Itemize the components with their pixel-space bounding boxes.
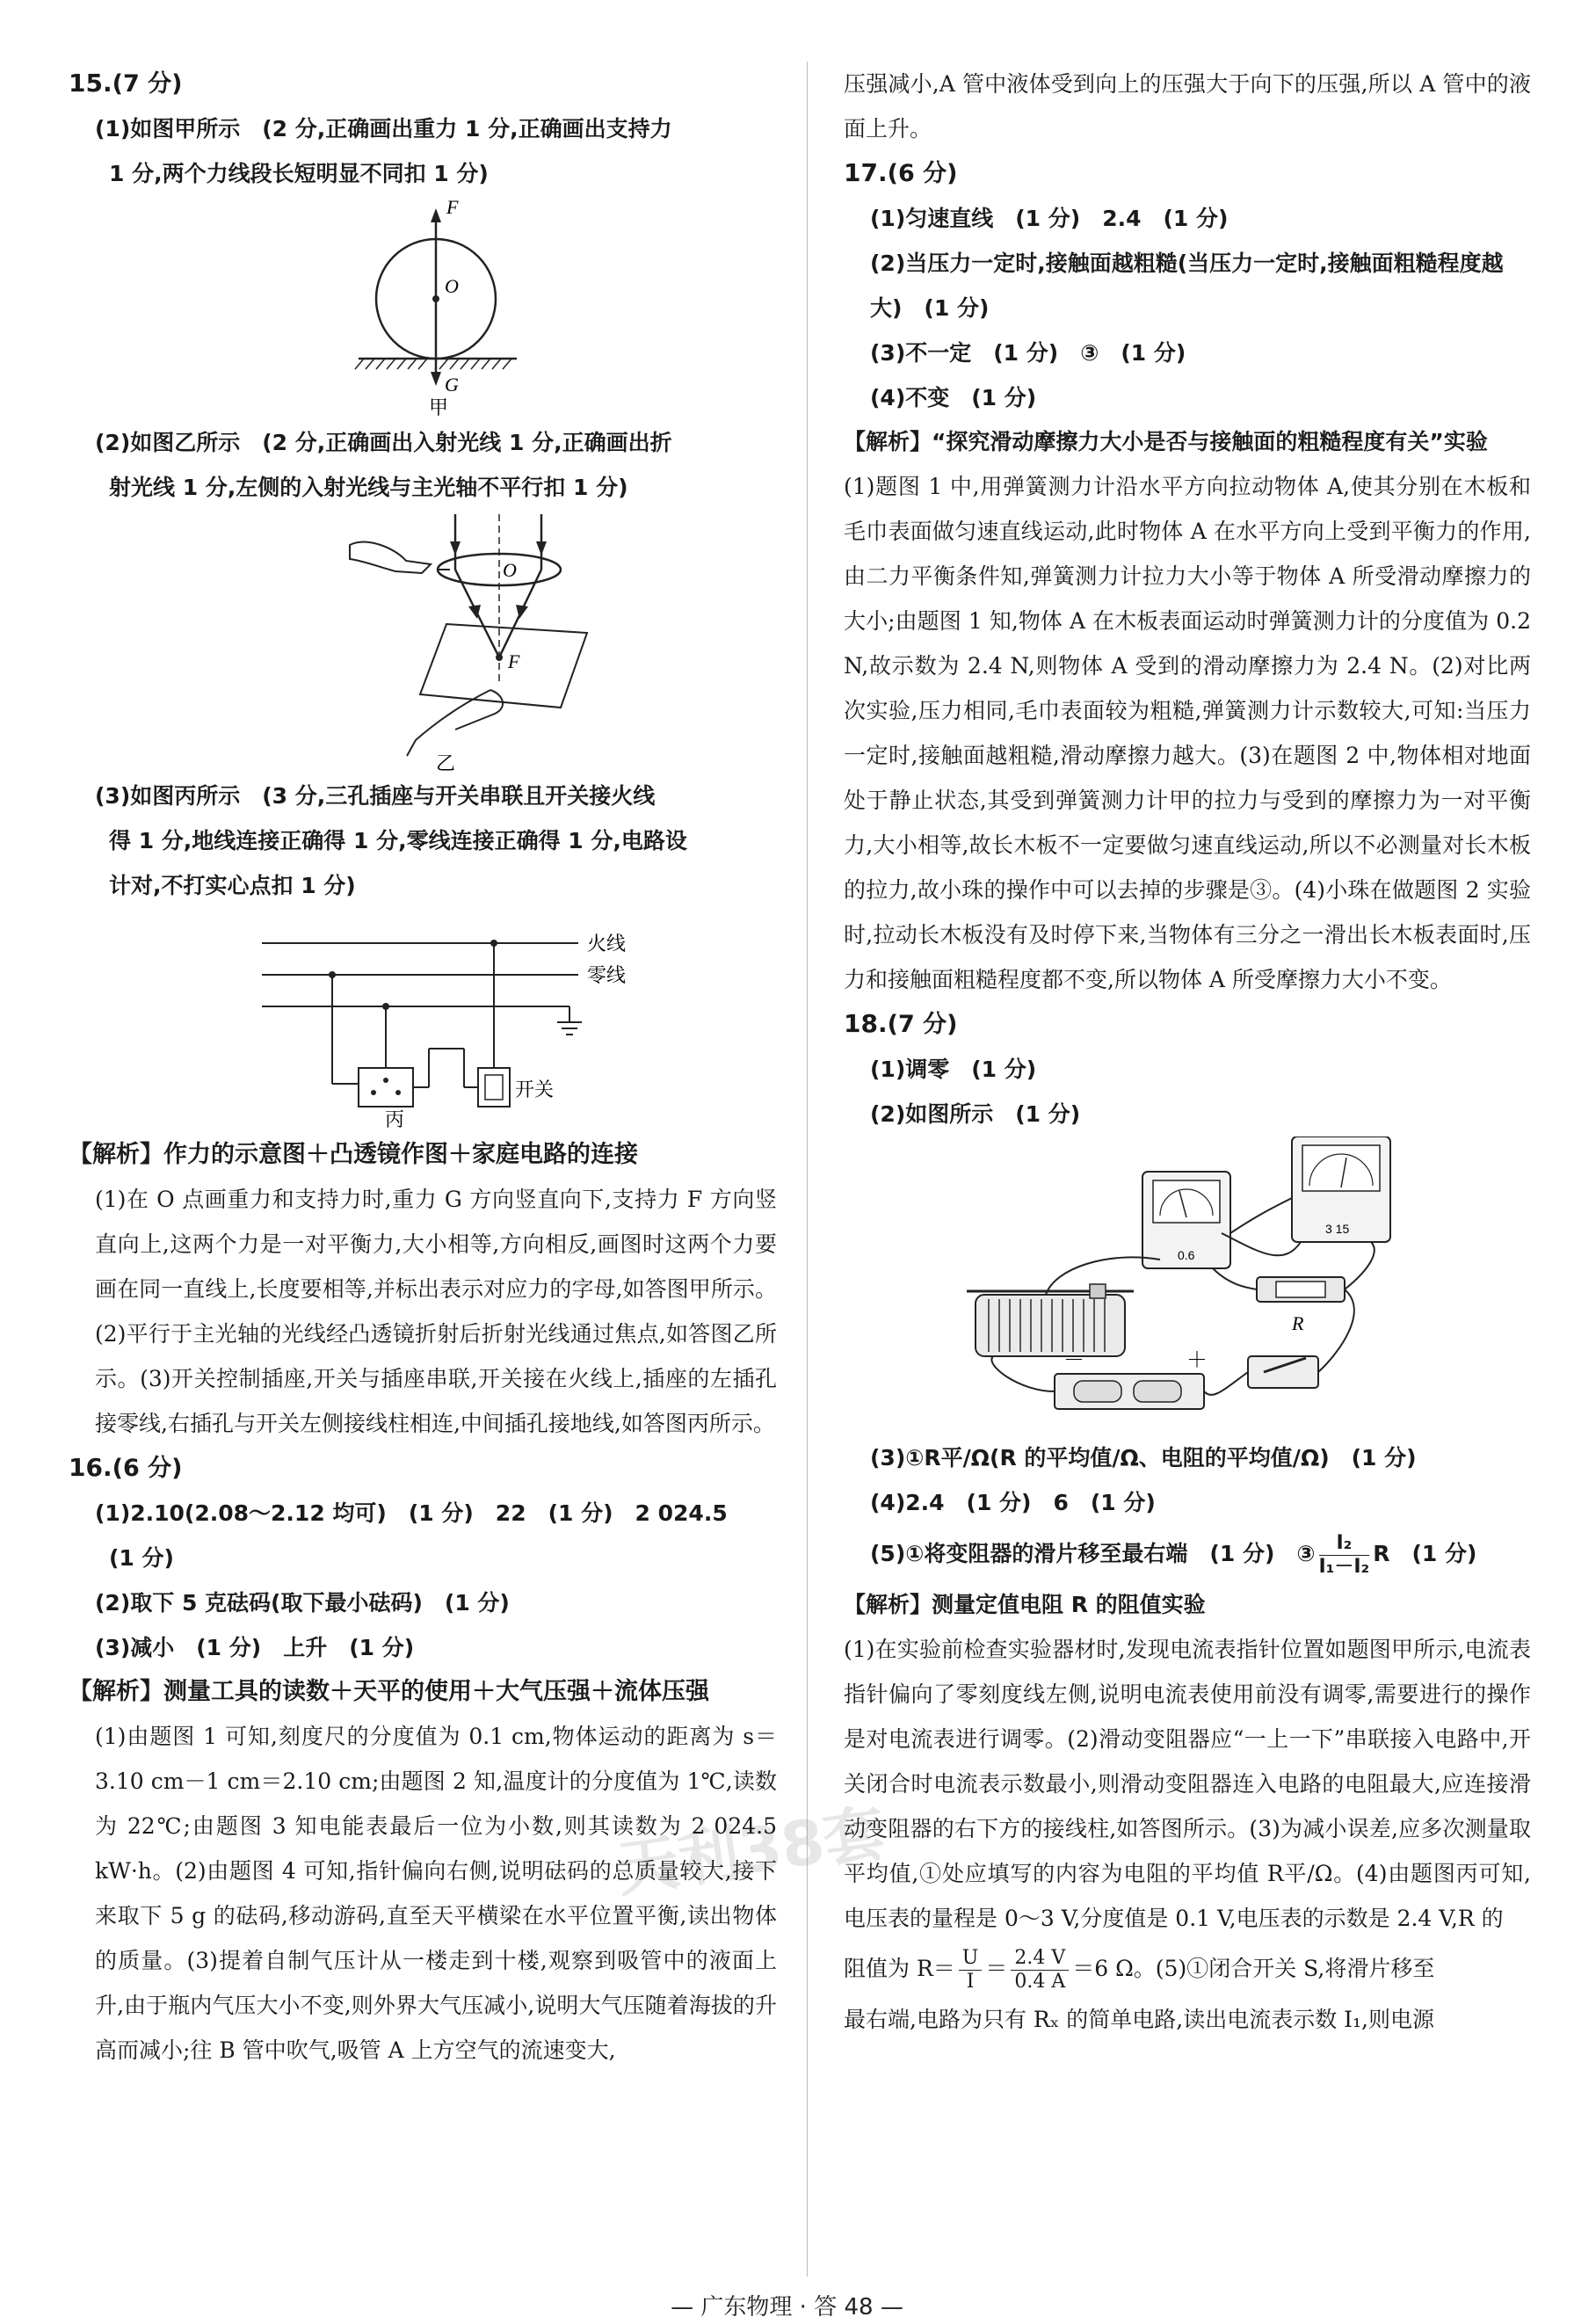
q18-answer4: (4)2.4 (1 分) 6 (1 分)	[870, 1490, 1156, 1515]
point-O-label: O	[445, 275, 459, 297]
q18-header: 18.(7 分)	[844, 1009, 958, 1038]
figure-jia-forces	[69, 196, 777, 420]
figure-circuit-apparatus	[844, 1137, 1531, 1435]
q18-analysis-end: 最右端,电路为只有 Rₓ 的简单电路,读出电流表示数 I₁,则电源	[844, 2007, 1434, 2032]
formula-u-over-i: $\frac{U}{I}$	[959, 1947, 983, 1994]
q15-header: 15.(7 分)	[69, 69, 183, 98]
figure-bing-caption: 丙	[385, 1108, 405, 1128]
force-F-label: F	[446, 196, 459, 218]
q15-part3: (3)如图丙所示 (3 分,三孔插座与开关串联且开关接火线	[95, 783, 656, 809]
q17-answer1: (1)匀速直线 (1 分) 2.4 (1 分)	[870, 206, 1229, 231]
figure-bing-circuit	[69, 908, 777, 1128]
q18-answer3: (3)①R平/Ω(R 的平均值/Ω、电阻的平均值/Ω) (1 分)	[870, 1445, 1417, 1471]
q18-analysis-formula: 阻值为 R＝ $\frac{U}{I}$ ＝ $\frac{2.4 V}{0.4 A}$ ＝6 Ω。(5)①闭合开关 S,将滑片移至	[844, 1947, 1435, 1993]
q16-header: 16.(6 分)	[69, 1453, 183, 1482]
q17-analysis-tag: 【解析】“探究滑动摩擦力大小是否与接触面的粗糙程度有关”实验	[844, 429, 1488, 454]
battery-minus: －	[1063, 1347, 1084, 1372]
figure-yi-caption: 乙	[436, 752, 456, 773]
q17-answer4: (4)不变 (1 分)	[870, 385, 1037, 410]
lens-O-label: O	[503, 559, 517, 581]
battery-plus: ＋	[1186, 1347, 1208, 1372]
switch-label: 开关	[515, 1078, 555, 1100]
q15-part3-cont: 得 1 分,地线连接正确得 1 分,零线连接正确得 1 分,电路设	[109, 828, 687, 853]
neutral-wire-label: 零线	[587, 964, 627, 986]
q15-part2-cont: 射光线 1 分,左侧的入射光线与主光轴不平行扣 1 分)	[109, 475, 628, 500]
left-column	[69, 62, 777, 2073]
q15-part1: (1)如图甲所示 (2 分,正确画出重力 1 分,正确画出支持力	[95, 116, 672, 142]
q18-answer5: (5)①将变阻器的滑片移至最右端 (1 分) ③ $\frac{\text{I₂}}{\text{I₁－I₂}}$ R (1 分)	[870, 1531, 1477, 1578]
q18-analysis-tag: 【解析】测量定值电阻 R 的阻值实验	[844, 1592, 1206, 1617]
q16-answer2: (2)取下 5 克砝码(取下最小砝码) (1 分)	[95, 1590, 510, 1616]
q17-answer2: (2)当压力一定时,接触面越粗糙(当压力一定时,接触面粗糙程度越大) (1 分)	[870, 251, 1504, 321]
q15-part3-cont2: 计对,不打实心点扣 1 分)	[109, 873, 356, 898]
live-wire-label: 火线	[587, 933, 627, 955]
q17-answer3: (3)不一定 (1 分) ③ (1 分)	[870, 340, 1186, 366]
q15-analysis: (1)在 O 点画重力和支持力时,重力 G 方向竖直向下,支持力 F 方向竖直向上,这两个力是一对平衡力,大小相等,方向相反,画图时这两个力要画在同一直线上,长度要相等,并标出表示对应力的字母,如答图甲所示。(2)平行于主光轴的光线经凸透镜折射后折射光线通过焦点,如答图乙所示。(3)开关控制插座,开关与插座串联,开关接在火线上,插座的左插孔接零线,右插孔与开关左侧接线柱相连,中间插孔接地线,如答图丙所示。	[95, 1187, 777, 1436]
resistor-R-label: R	[1292, 1312, 1304, 1334]
q18-answer5-fraction: $\frac{\text{I₂}}{\text{I₁－I₂}}$	[1318, 1531, 1370, 1578]
figure-jia-caption: 甲	[429, 396, 449, 418]
q16-analysis: (1)由题图 1 可知,刻度尺的分度值为 0.1 cm,物体运动的距离为 s＝3.10 cm－1 cm＝2.10 cm;由题图 2 知,温度计的分度值为 1℃,读数为 22℃;由题图 3 知电能表最后一位为小数,则其读数为 2 024.5 kW·h。(2)由题图 4 可知,指针偏向右侧,说明砝码的总质量较大,接下来取下 5 g 的砝码,移动游码,直至天平横梁在水平位置平衡,读出物体的质量。(3)提着自制气压计从一楼走到十楼,观察到吸管中的液面上升,由于瓶内气压大小不变,则外界大气压减小,说明大气压随着海拔的升高而减小;往 B 管中吹气,吸管 A 上方空气的流速变大,	[95, 1724, 777, 2063]
q16-analysis-tag: 【解析】测量工具的读数＋天平的使用＋大气压强＋流体压强	[69, 1678, 709, 1705]
figure-yi-lens	[69, 510, 777, 773]
q17-header: 17.(6 分)	[844, 158, 958, 187]
ammeter-range: 0.6	[1178, 1248, 1195, 1262]
q15-analysis-tag: 【解析】作力的示意图＋凸透镜作图＋家庭电路的连接	[69, 1141, 638, 1168]
column-divider	[807, 62, 808, 2277]
q15-part2: (2)如图乙所示 (2 分,正确画出入射光线 1 分,正确画出折	[95, 430, 672, 455]
q18-answer1: (1)调零 (1 分)	[870, 1057, 1037, 1082]
q18-analysis: (1)在实验前检查实验器材时,发现电流表指针位置如题图甲所示,电流表指针偏向了零刻度线左侧,说明电流表使用前没有调零,需要进行的操作是对电流表进行调零。(2)滑动变阻器应“一上一下”串联接入电路中,开关闭合时电流表示数最小,则滑动变阻器连入电路的电阻最大,应连接滑动变阻器的右下方的接线柱,如答图所示。(3)为减小误差,应多次测量取平均值,①处应填写的内容为电阻的平均值 R平/Ω。(4)由题图丙可知,电压表的量程是 0～3 V,分度值是 0.1 V,电压表的示数是 2.4 V,R 的	[844, 1637, 1531, 1931]
q18-answer2: (2)如图所示 (1 分)	[870, 1101, 1081, 1127]
formula-values: $\frac{2.4 V}{0.4 A}$	[1011, 1947, 1069, 1994]
force-G-label: G	[445, 374, 459, 396]
q16-answer1-cont: (1 分)	[109, 1545, 174, 1571]
watermark: 天利38套	[612, 1796, 890, 1906]
q16-answer3: (3)减小 (1 分) 上升 (1 分)	[95, 1635, 415, 1660]
focus-F-label: F	[508, 650, 520, 672]
voltmeter-range: 3 15	[1325, 1222, 1350, 1236]
q15-part1-cont: 1 分,两个力线段长短明显不同扣 1 分)	[109, 161, 489, 186]
q16-analysis-cont: 压强减小,A 管中液体受到向上的压强大于向下的压强,所以 A 管中的液面上升。	[844, 71, 1531, 142]
right-column	[844, 62, 1531, 2042]
q16-answer1: (1)2.10(2.08～2.12 均可) (1 分) 22 (1 分) 2 024.5	[95, 1500, 728, 1526]
q17-analysis: (1)题图 1 中,用弹簧测力计沿水平方向拉动物体 A,使其分别在木板和毛巾表面做匀速直线运动,此时物体 A 在水平方向上受到平衡力的作用,由二力平衡条件知,弹簧测力计拉力大小等于物体 A 所受滑动摩擦力的大小;由题图 1 知,物体 A 在木板表面运动时弹簧测力计的分度值为 0.2 N,故示数为 2.4 N,则物体 A 受到的滑动摩擦力为 2.4 N。(2)对比两次实验,压力相同,毛巾表面较为粗糙,弹簧测力计示数较大,可知:当压力一定时,接触面越粗糙,滑动摩擦力越大。(3)在题图 2 中,物体相对地面处于静止状态,其受到弹簧测力计甲的拉力与受到的摩擦力为一对平衡力,大小相等,故长木板不一定要做匀速直线运动,所以不必测量对长木板的拉力,故小珠的操作中可以去掉的步骤是③。(4)小珠在做题图 2 实验时,拉动长木板没有及时停下来,当物体有三分之一滑出长木板表面时,压力和接触面粗糙程度都不变,所以物体 A 所受摩擦力大小不变。	[844, 474, 1531, 992]
page-footer: — 广东物理 · 答 48 —	[671, 2294, 903, 2320]
